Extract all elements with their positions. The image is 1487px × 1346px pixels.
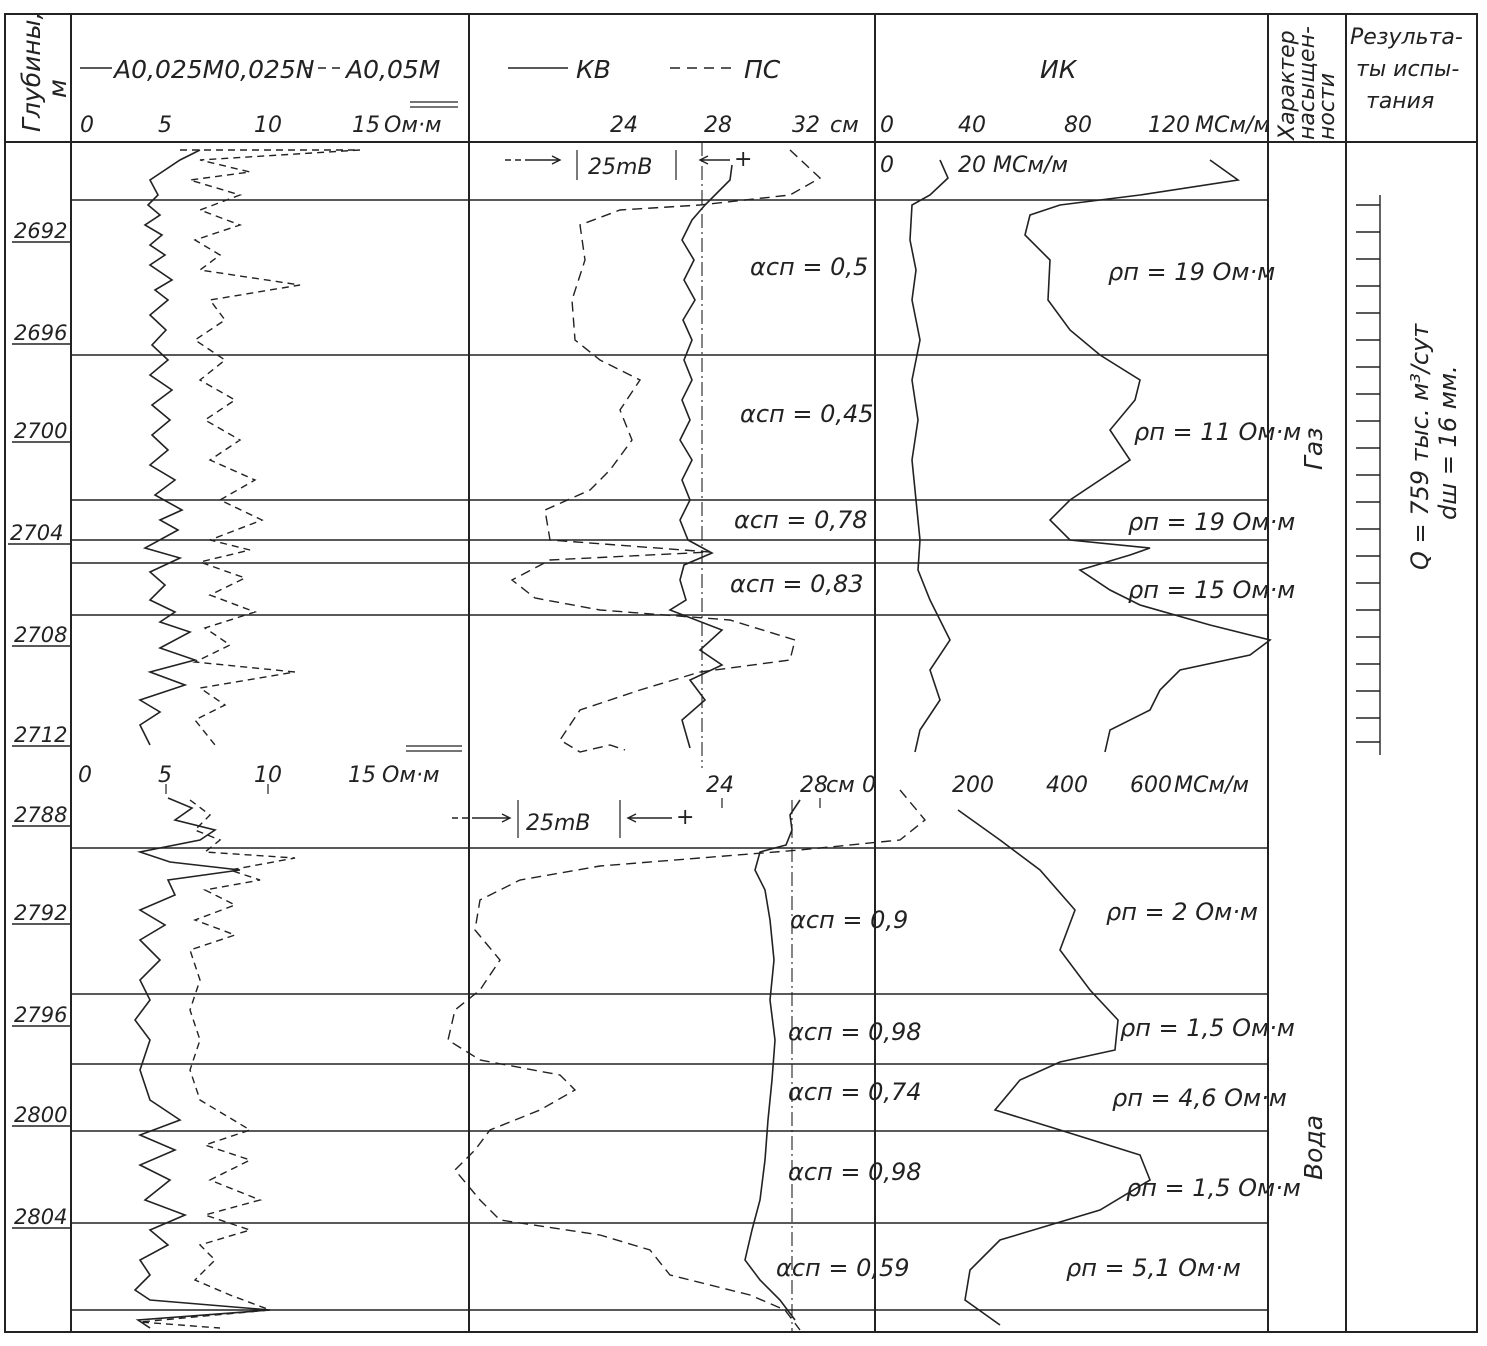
lower-ps-scale-marker: [452, 800, 694, 838]
svg-text:Результа-: Результа-: [1350, 25, 1463, 50]
svg-text:ρп = 19 Ом·м: ρп = 19 Ом·м: [1128, 508, 1296, 536]
perforation-interval: [1356, 195, 1380, 755]
results-column-header: [1350, 25, 1463, 114]
svg-text:αсп = 0,45: αсп = 0,45: [740, 400, 874, 428]
svg-text:м: м: [43, 79, 72, 98]
svg-text:600: 600: [1130, 773, 1172, 798]
lower-ik-scale: [862, 773, 1249, 798]
lower-alpha-labels: [776, 906, 922, 1282]
svg-text:МСм/м: МСм/м: [1174, 773, 1249, 798]
upper-resistivity-dashed-curve: [180, 150, 360, 745]
svg-text:МСм/м: МСм/м: [1195, 113, 1270, 138]
svg-text:+: +: [676, 805, 695, 830]
svg-text:ности: ности: [1315, 72, 1340, 140]
svg-text:24: 24: [706, 773, 734, 798]
upper-ik-ref-curve: [910, 160, 950, 752]
svg-text:2708: 2708: [14, 623, 68, 647]
upper-ik-scale: [880, 113, 1270, 138]
upper-ps-curve: [512, 150, 820, 752]
svg-text:dш = 16 мм.: dш = 16 мм.: [1434, 365, 1462, 520]
lower-resistivity-solid-curve: [135, 798, 270, 1328]
svg-text:25mВ: 25mВ: [588, 155, 653, 180]
svg-text:0: 0: [880, 153, 894, 178]
upper-resistivity-scale: [80, 102, 458, 138]
svg-text:Q = 759 тыс. м³/сут: Q = 759 тыс. м³/сут: [1406, 323, 1434, 570]
svg-text:см: см: [830, 113, 859, 138]
depth-column-header: [17, 12, 72, 132]
svg-text:насыщен-: насыщен-: [1295, 26, 1320, 140]
saturation-water: Вода: [1299, 1114, 1328, 1180]
svg-text:2788: 2788: [14, 803, 68, 827]
svg-text:15: 15: [352, 113, 380, 138]
ik-header: ИК: [1040, 55, 1077, 84]
lower-ps-curve: [448, 790, 925, 1330]
svg-text:αсп = 0,83: αсп = 0,83: [730, 570, 864, 598]
upper-layer-boundaries: [71, 200, 1268, 615]
svg-text:0: 0: [862, 773, 876, 798]
svg-text:см: см: [826, 773, 855, 798]
upper-alpha-labels: [730, 253, 874, 598]
svg-text:15: 15: [348, 763, 376, 788]
svg-text:0: 0: [880, 113, 894, 138]
svg-text:ρп = 4,6 Ом·м: ρп = 4,6 Ом·м: [1112, 1084, 1287, 1112]
svg-text:120: 120: [1148, 113, 1190, 138]
lower-depth-scale: [12, 803, 70, 1229]
svg-text:αсп = 0,78: αсп = 0,78: [734, 506, 868, 534]
upper-resistivity-solid-curve: [140, 150, 200, 745]
svg-text:2696: 2696: [14, 321, 68, 345]
svg-text:αсп = 0,9: αсп = 0,9: [790, 906, 909, 934]
svg-text:10: 10: [254, 763, 282, 788]
svg-text:A0,05M: A0,05M: [346, 55, 441, 84]
svg-text:ты испы-: ты испы-: [1356, 57, 1460, 82]
svg-text:Характер: Характер: [1275, 30, 1300, 140]
svg-text:28: 28: [800, 773, 828, 798]
svg-text:200: 200: [952, 773, 994, 798]
svg-text:24: 24: [610, 113, 638, 138]
frame: [5, 11, 1477, 1332]
svg-text:2692: 2692: [14, 219, 68, 243]
resistivity-legend: [80, 55, 440, 84]
saturation-gas: Газ: [1299, 427, 1328, 470]
svg-text:тания: тания: [1366, 89, 1435, 114]
svg-text:A0,025M0,025N: A0,025M0,025N: [114, 55, 315, 84]
svg-text:0: 0: [78, 763, 92, 788]
lower-caliper-scale: [706, 773, 855, 808]
svg-text:ρп = 15 Ом·м: ρп = 15 Ом·м: [1128, 576, 1296, 604]
lower-layer-boundaries: [71, 848, 1268, 1310]
svg-text:Глубины,: Глубины,: [17, 11, 46, 132]
svg-text:5: 5: [158, 113, 172, 138]
svg-text:Ом·м: Ом·м: [384, 113, 442, 138]
svg-text:КВ: КВ: [576, 55, 611, 84]
svg-text:2804: 2804: [14, 1205, 68, 1229]
svg-text:20 МСм/м: 20 МСм/м: [958, 153, 1068, 178]
test-results: [1406, 323, 1462, 570]
svg-text:αсп = 0,98: αсп = 0,98: [788, 1018, 922, 1046]
svg-text:ρп = 2 Ом·м: ρп = 2 Ом·м: [1106, 898, 1258, 926]
svg-text:28: 28: [704, 113, 732, 138]
svg-text:2704: 2704: [10, 521, 64, 545]
svg-text:αсп = 0,98: αсп = 0,98: [788, 1158, 922, 1186]
svg-text:32: 32: [792, 113, 820, 138]
svg-text:25mВ: 25mВ: [526, 811, 591, 836]
svg-text:+: +: [734, 147, 753, 172]
svg-text:5: 5: [158, 763, 172, 788]
svg-text:ρп = 11 Ом·м: ρп = 11 Ом·м: [1134, 418, 1302, 446]
upper-caliper-scale: [610, 113, 859, 138]
kv-ps-legend: [508, 55, 781, 84]
saturation-column-header: [1275, 26, 1340, 141]
upper-ps-scale-marker: [505, 147, 1068, 180]
upper-depth-scale: [8, 219, 70, 747]
svg-text:ρп = 1,5 Ом·м: ρп = 1,5 Ом·м: [1126, 1174, 1301, 1202]
svg-text:2712: 2712: [14, 723, 68, 747]
svg-text:80: 80: [1064, 113, 1092, 138]
svg-text:ПС: ПС: [744, 55, 781, 84]
svg-text:ρп = 1,5 Ом·м: ρп = 1,5 Ом·м: [1120, 1014, 1295, 1042]
svg-text:2796: 2796: [14, 1003, 68, 1027]
svg-text:ρп = 19 Ом·м: ρп = 19 Ом·м: [1108, 258, 1276, 286]
svg-text:ρп = 5,1 Ом·м: ρп = 5,1 Ом·м: [1066, 1254, 1241, 1282]
svg-text:10: 10: [254, 113, 282, 138]
lower-ik-curve: [958, 810, 1150, 1325]
svg-text:0: 0: [80, 113, 94, 138]
svg-text:2792: 2792: [14, 901, 68, 925]
svg-text:αсп = 0,59: αсп = 0,59: [776, 1254, 910, 1282]
lower-rho-labels: [1066, 898, 1301, 1282]
svg-text:2700: 2700: [14, 419, 68, 443]
svg-text:2800: 2800: [14, 1103, 68, 1127]
lower-resistivity-scale: [78, 746, 462, 794]
svg-text:Ом·м: Ом·м: [382, 763, 440, 788]
svg-text:40: 40: [958, 113, 986, 138]
svg-text:αсп = 0,74: αсп = 0,74: [788, 1078, 922, 1106]
svg-text:αсп = 0,5: αсп = 0,5: [750, 253, 869, 281]
upper-ik-curve: [1025, 160, 1270, 752]
svg-text:400: 400: [1046, 773, 1088, 798]
upper-caliper-curve: [670, 165, 732, 748]
